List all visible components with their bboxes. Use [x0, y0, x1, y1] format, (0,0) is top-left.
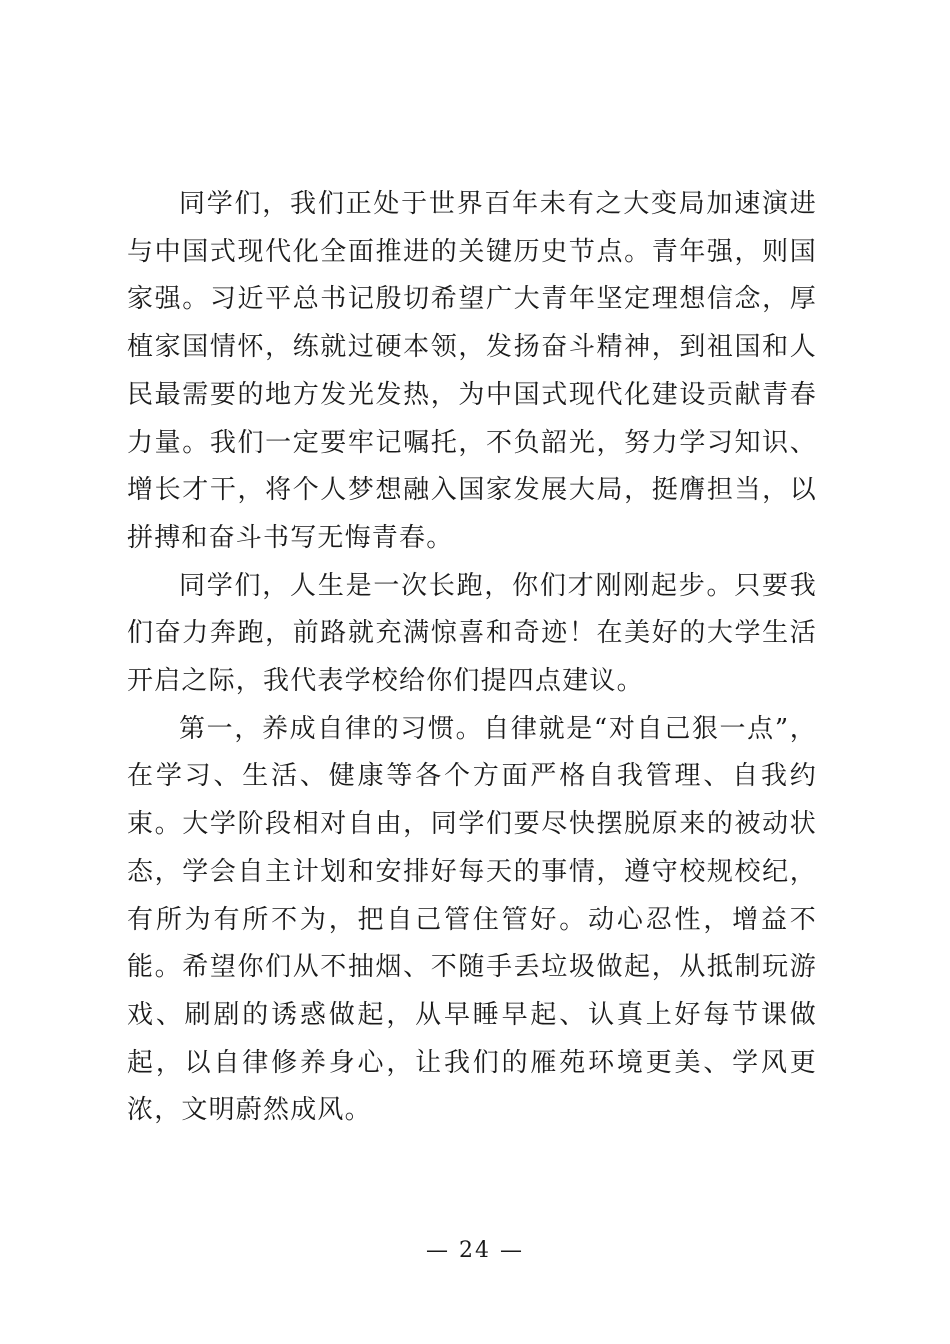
paragraph-1: 同学们，我们正处于世界百年未有之大变局加速演进与中国式现代化全面推进的关键历史节点。青年强，则国家强。习近平总书记殷切希望广大青年坚定理想信念，厚植家国情怀，练就过硬本领，发扬奋斗精神，到祖国和人民最需要的地方发光发热，为中国式现代化建设贡献青春力量。我们一定要牢记嘱托，不负韶光，努力学习知识、增长才干，将个人梦想融入国家发展大局，挺膺担当，以拼搏和奋斗书写无悔青春。: [127, 189, 817, 553]
body-text: [127, 181, 817, 1135]
paragraph-3: 第一，养成自律的习惯。自律就是“对自己狠一点”，在学习、生活、健康等各个方面严格自我管理、自我约束。大学阶段相对自由，同学们要尽快摆脱原来的被动状态，学会自主计划和安排好每天的事情，遵守校规校纪，有所为有所不为，把自己管住管好。动心忍性，增益不能。希望你们从不抽烟、不随手丢垃圾做起，从抵制玩游戏、刷剧的诱惑做起，从早睡早起、认真上好每节课做起，以自律修养身心，让我们的雁苑环境更美、学风更浓，文明蔚然成风。: [127, 713, 817, 1126]
paragraph-2: 同学们，人生是一次长跑，你们才刚刚起步。只要我们奋力奔跑，前路就充满惊喜和奇迹！在美好的大学生活开启之际，我代表学校给你们提四点建议。: [127, 570, 817, 697]
page-number: — 24 —: [426, 1238, 524, 1263]
